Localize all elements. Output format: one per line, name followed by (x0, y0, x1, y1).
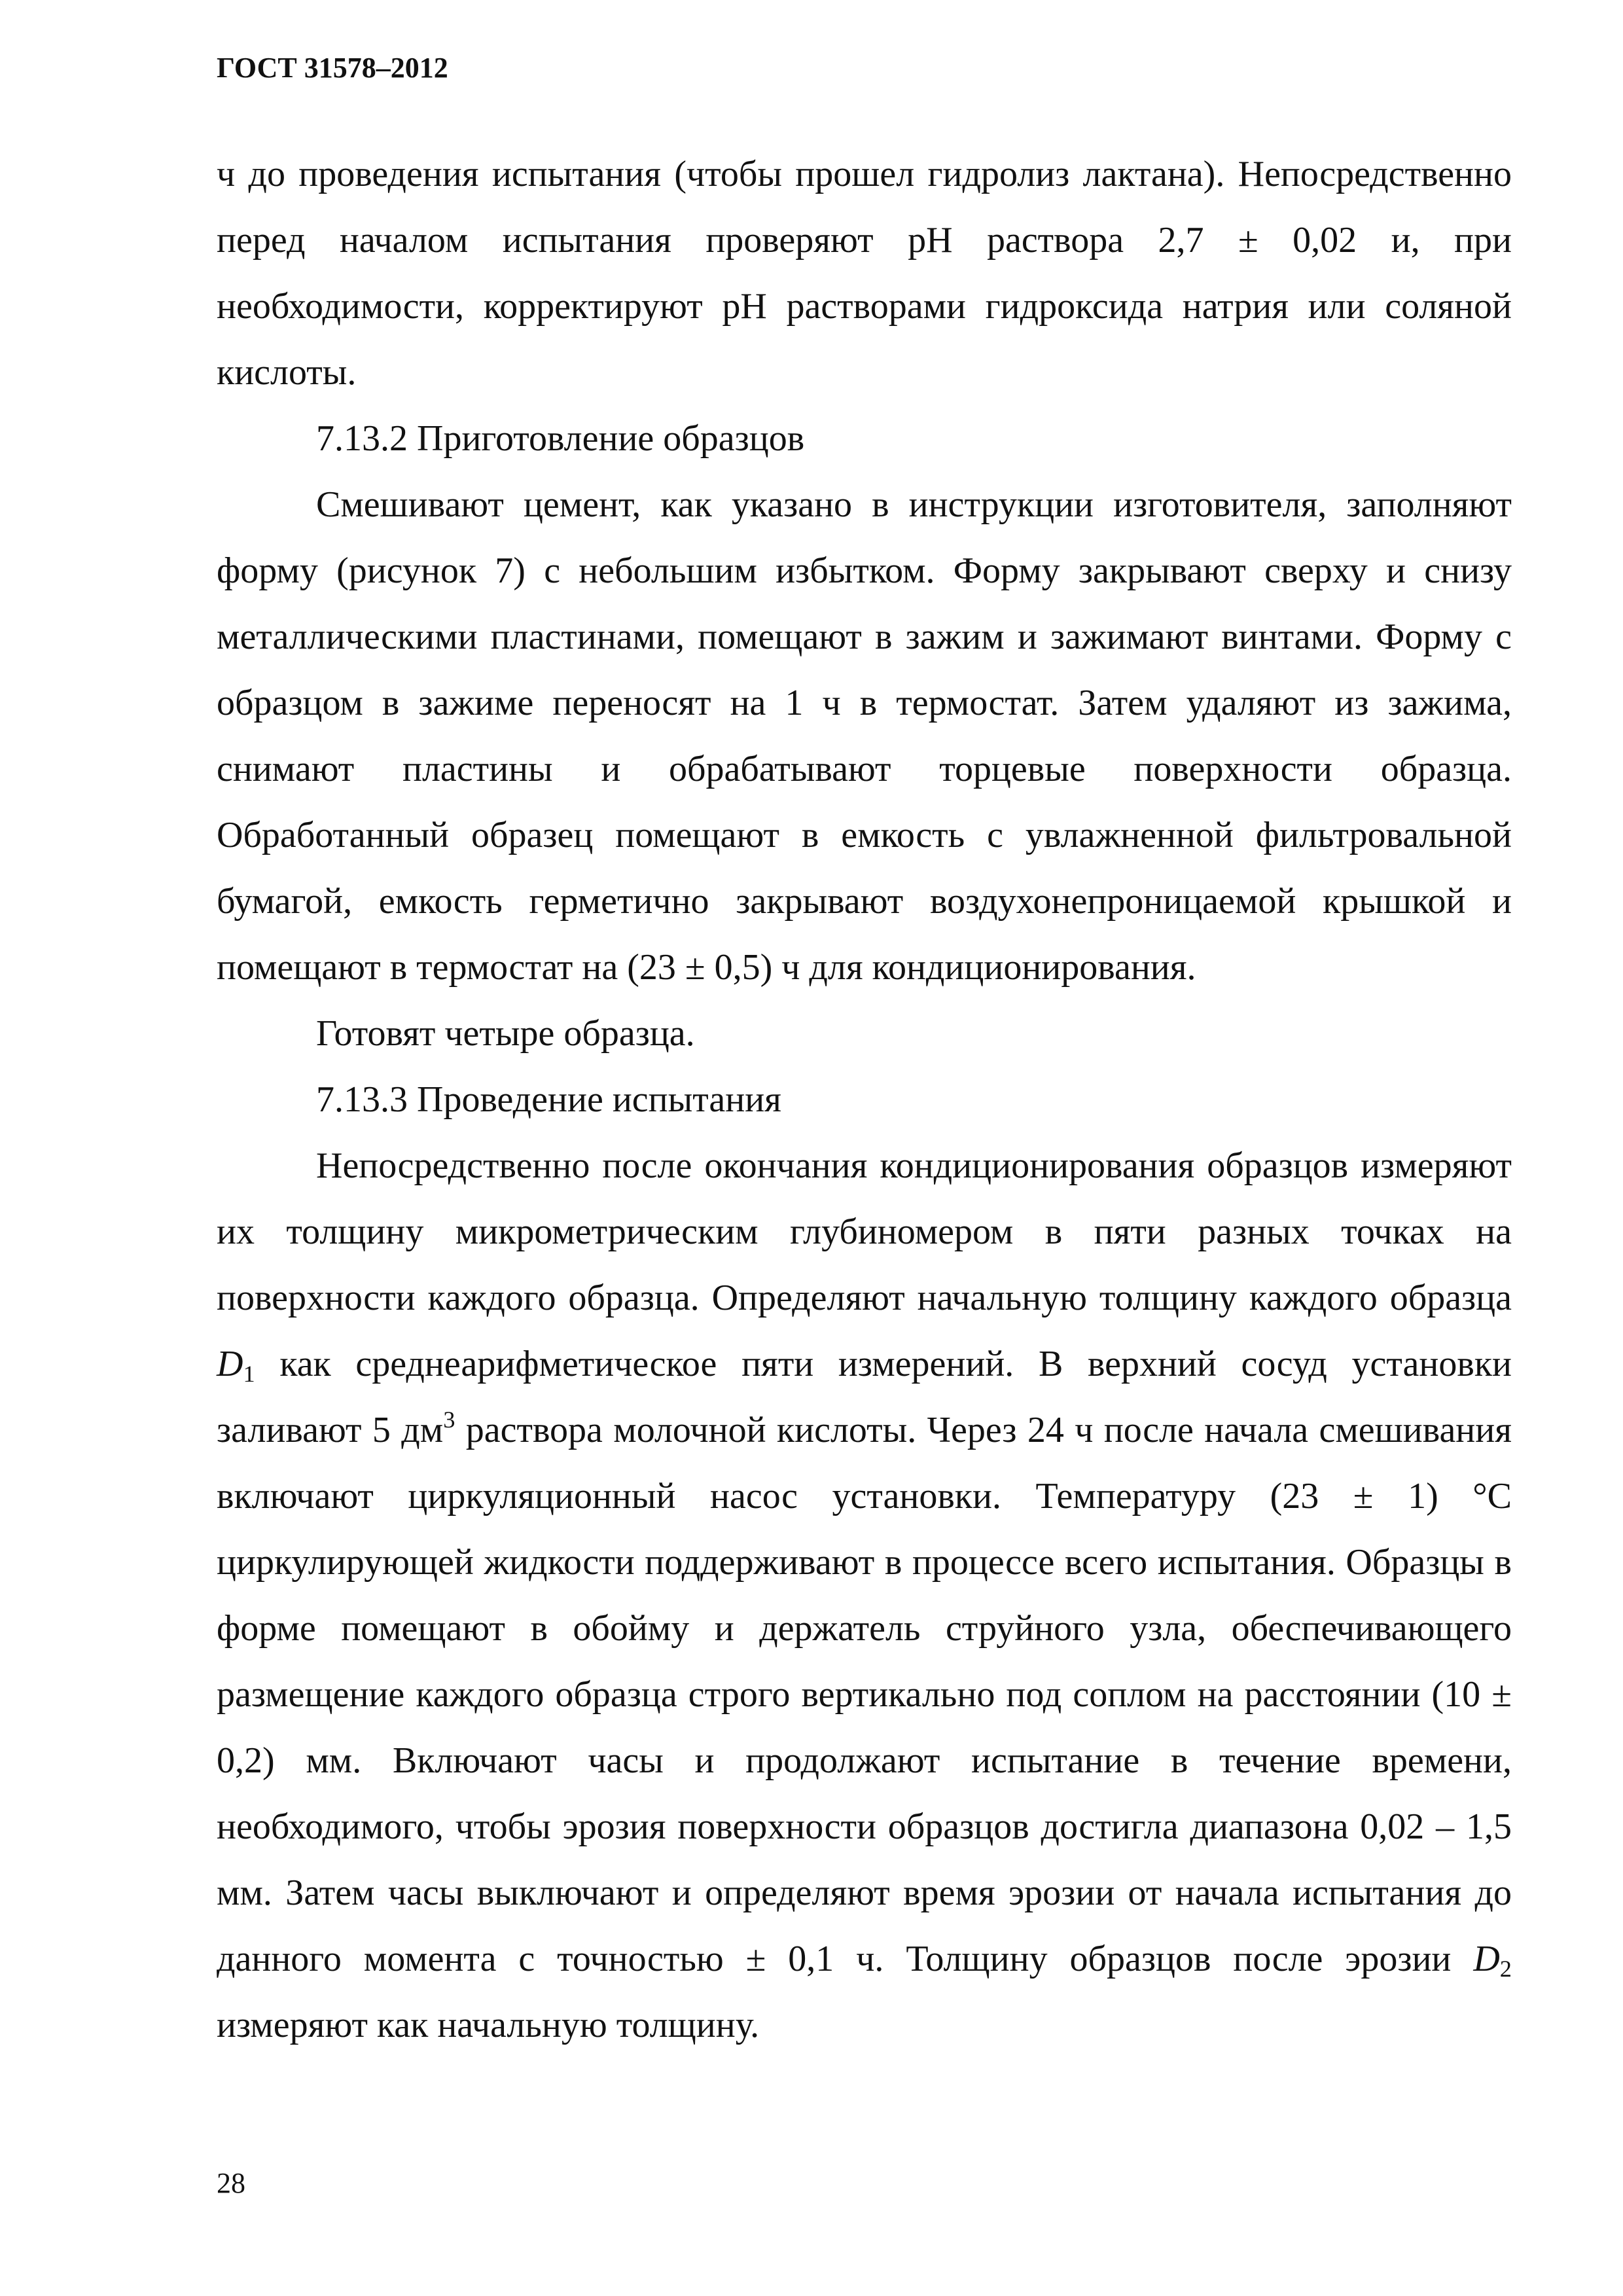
variable-d1 (217, 1344, 243, 1384)
text-segment: как среднеарифметическое пяти измерений. В верхний сосуд установки заливают 5 дм (217, 1344, 1512, 1450)
paragraph-sample-preparation: Смешивают цемент, как указано в инструкции изготовителя, заполняют форму (рисунок 7) с небольшим избытком. Форму закрывают сверху и снизу металлическими пластинами, помещают в зажим и зажимают винтами. Форму с образцом в зажиме переносят на 1 ч в термостат. Затем удаляют из зажима, снимают пластины и обрабатывают торцевые поверхности образца. Обработанный образец помещают в емкость с увлажненной фильтровальной бумагой, емкость герметично закрывают воздухонепроницаемой крышкой и помещают в термостат на (23 ± 0,5) ч для кондиционирования. (217, 484, 1512, 988)
variable-subscript: 2 (1499, 1956, 1512, 1982)
variable-d2 (1473, 1939, 1499, 1979)
text-segment: раствора молочной кислоты. Через 24 ч после начала смешивания включают циркуляционный насос установки. Температуру (23 ± 1) °С циркулирующей жидкости поддерживают в процессе всего испытания. Образцы в форме помещают в обойму и держатель струйного узла, обеспечивающего размещение каждого образца строго вертикально под соплом на расстоянии (10 ± 0,2) мм. Включают часы и продолжают испытание в течение времени, необходимого, чтобы эрозия поверхности образцов достигла диапазона 0,02 – 1,5 мм. Затем часы выключают и определяют время эрозии от начала испытания до данного момента с точностью ± 0,1 ч. Толщину образцов после эрозии (217, 1410, 1512, 1979)
text-segment: Непосредственно после окончания кондиционирования образцов измеряют их толщину микрометрическим глубиномером в пяти разных точках на поверхности каждого образца. Определяют начальную толщину каждого образца (217, 1145, 1512, 1318)
paragraph-continuation: ч до проведения испытания (чтобы прошел гидролиз лактана). Непосредственно перед началом испытания проверяют pH раствора 2,7 ± 0,02 и, при необходимости, корректируют pH растворами гидроксида натрия или соляной кислоты. (217, 154, 1512, 393)
variable-letter: D (217, 1344, 243, 1384)
paragraph-sample-count: Готовят четыре образца. (316, 1013, 695, 1054)
document-body (217, 141, 1512, 2058)
text-segment: измеряют как начальную толщину. (217, 2005, 760, 2045)
paragraph-test-procedure (217, 1133, 1512, 2058)
unit-superscript: 3 (443, 1407, 455, 1433)
variable-letter: D (1473, 1939, 1500, 1979)
page-number: 28 (217, 2167, 245, 2199)
section-heading-7-13-3: 7.13.3 Проведение испытания (316, 1079, 781, 1120)
section-heading-7-13-2: 7.13.2 Приготовление образцов (316, 418, 805, 459)
variable-subscript: 1 (243, 1361, 255, 1388)
document-code-header: ГОСТ 31578–2012 (217, 52, 448, 84)
